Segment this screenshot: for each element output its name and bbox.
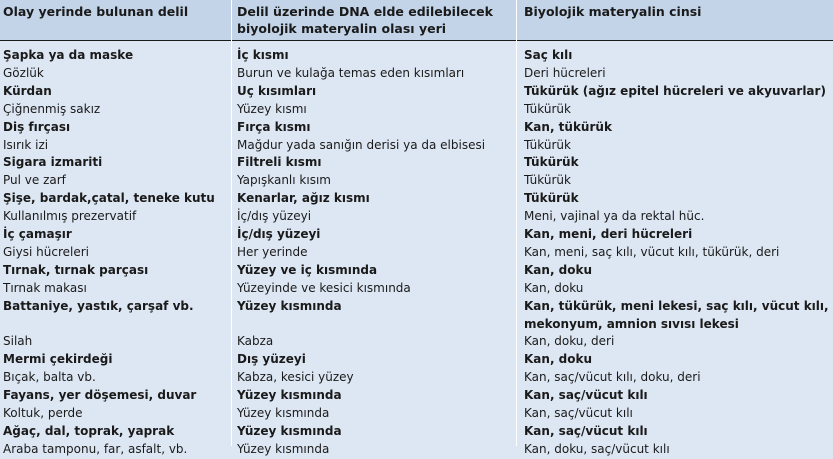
table-cell-c1: Gözlük xyxy=(3,65,44,80)
table-cell-c2: Yüzeyinde ve kesici kısmında xyxy=(237,280,411,295)
column-divider xyxy=(516,0,517,446)
table-cell-c3: Kan, meni, deri hücreleri xyxy=(524,227,693,241)
table-cell-c3: Kan, doku xyxy=(524,352,593,367)
table-cell-c2: Yapışkanlı kısım xyxy=(237,173,331,188)
table-cell-c2: Yüzey kısmında xyxy=(237,388,342,403)
table-cell-c2: İç/dış yüzeyi xyxy=(237,227,321,241)
table-cell-c1: Kullanılmış prezervatif xyxy=(3,209,137,224)
table-cell-c1: Koltuk, perde xyxy=(3,406,83,420)
table-cell-c3: Kan, saç/vücut kılı, doku, deri xyxy=(524,370,701,385)
column-divider xyxy=(231,0,232,446)
table-cell-c2: Uç kısımları xyxy=(237,83,317,98)
header-material-type: Biyolojik materyalin cinsi xyxy=(524,4,702,19)
table-cell-c3: Kan, doku xyxy=(524,280,584,295)
table-cell-c2: Yüzey ve iç kısmında xyxy=(237,262,378,277)
table-cell-c3: Kan, tükürük xyxy=(524,119,612,134)
table-cell-c2: Kenarlar, ağız kısmı xyxy=(237,191,370,206)
table-cell-c2: Kabza xyxy=(237,334,274,349)
table-cell-c2: Yüzey kısmında xyxy=(237,298,342,313)
table-cell-c2: Burun ve kulağa temas eden kısımları xyxy=(237,65,465,80)
table-cell-c1: Battaniye, yastık, çarşaf vb. xyxy=(3,298,194,313)
table-cell-c3: Tükürük xyxy=(524,155,579,170)
table-cell-c1: Tırnak, tırnak parçası xyxy=(3,262,149,277)
table-cell-c1: Tırnak makası xyxy=(3,280,87,295)
table-cell-c3: Kan, meni, saç kılı, vücut kılı, tükürük, deri xyxy=(524,244,780,259)
table-cell-c1: Şişe, bardak,çatal, teneke kutu xyxy=(3,191,215,206)
table-cell-c2: Yüzey kısmında xyxy=(237,441,330,456)
table-cell-c3: Kan, doku xyxy=(524,262,593,277)
table-cell-c1: Pul ve zarf xyxy=(3,173,66,188)
table-cell-c3: Kan, doku, deri xyxy=(524,334,615,349)
table-cell-c3: Kan, saç/vücut kılı xyxy=(524,388,648,403)
table-cell-c1: Silah xyxy=(3,334,33,349)
table-cell-c3: Tükürük xyxy=(524,191,579,206)
table-cell-c3-continued: mekonyum, amnion sıvısı lekesi xyxy=(524,316,739,331)
table-cell-c2: Her yerinde xyxy=(237,244,308,259)
table-cell-c1: Araba tamponu, far, asfalt, vb. xyxy=(3,441,188,456)
table-cell-c3: Kan, tükürük, meni lekesi, saç kılı, vücut kılı, xyxy=(524,298,829,313)
table-cell-c1: İç çamaşır xyxy=(3,227,72,241)
table-cell-c1: Bıçak, balta vb. xyxy=(3,370,96,385)
table-cell-c1: Ağaç, dal, toprak, yaprak xyxy=(3,423,175,438)
table-cell-c3: Tükürük (ağız epitel hücreleri ve akyuvarlar) xyxy=(524,83,826,98)
table-cell-c2: Mağdur yada sanığın derisi ya da elbisesi xyxy=(237,137,486,152)
table-cell-c2: Filtreli kısmı xyxy=(237,155,322,170)
table-cell-c2: Yüzey kısmında xyxy=(237,423,342,438)
table-cell-c1: Isırık izi xyxy=(3,137,49,152)
table-cell-c1: Sigara izmariti xyxy=(3,155,103,170)
table-cell-c3: Kan, saç/vücut kılı xyxy=(524,406,633,420)
table-cell-c2: Dış yüzeyi xyxy=(237,352,306,367)
table-cell-c2: İç kısmı xyxy=(237,48,289,62)
table-cell-c2: Kabza, kesici yüzey xyxy=(237,370,354,385)
table-cell-c3: Saç kılı xyxy=(524,48,573,62)
table-cell-c3: Tükürük xyxy=(524,173,571,188)
table-cell-c1: Giysi hücreleri xyxy=(3,244,89,259)
table-cell-c2: Yüzey kısmında xyxy=(237,406,330,420)
table-cell-c1: Şapka ya da maske xyxy=(3,48,134,62)
table-cell-c3: Kan, doku, saç/vücut kılı xyxy=(524,441,670,456)
table-cell-c3: Deri hücreleri xyxy=(524,65,606,80)
table-cell-c1: Mermi çekirdeği xyxy=(3,352,113,367)
table-cell-c3: Kan, saç/vücut kılı xyxy=(524,423,648,438)
table-cell-c1: Kürdan xyxy=(3,83,52,98)
table-cell-c2: İç/dış yüzeyi xyxy=(237,209,312,224)
table-cell-c1: Fayans, yer döşemesi, duvar xyxy=(3,388,197,403)
table-cell-c2: Fırça kısmı xyxy=(237,119,311,134)
table-cell-c1: Çiğnenmiş sakız xyxy=(3,101,101,116)
header-dna-location: Delil üzerinde DNA elde edilebilecek biyolojik materyalin olası yeri xyxy=(237,4,493,36)
table-cell-c1: Diş fırçası xyxy=(3,119,71,134)
table-cell-c3: Tükürük xyxy=(524,101,571,116)
table-cell-c2: Yüzey kısmı xyxy=(237,101,307,116)
header-evidence: Olay yerinde bulunan delil xyxy=(3,4,189,19)
table-cell-c3: Meni, vajinal ya da rektal hüc. xyxy=(524,209,705,224)
table-cell-c3: Tükürük xyxy=(524,137,571,152)
